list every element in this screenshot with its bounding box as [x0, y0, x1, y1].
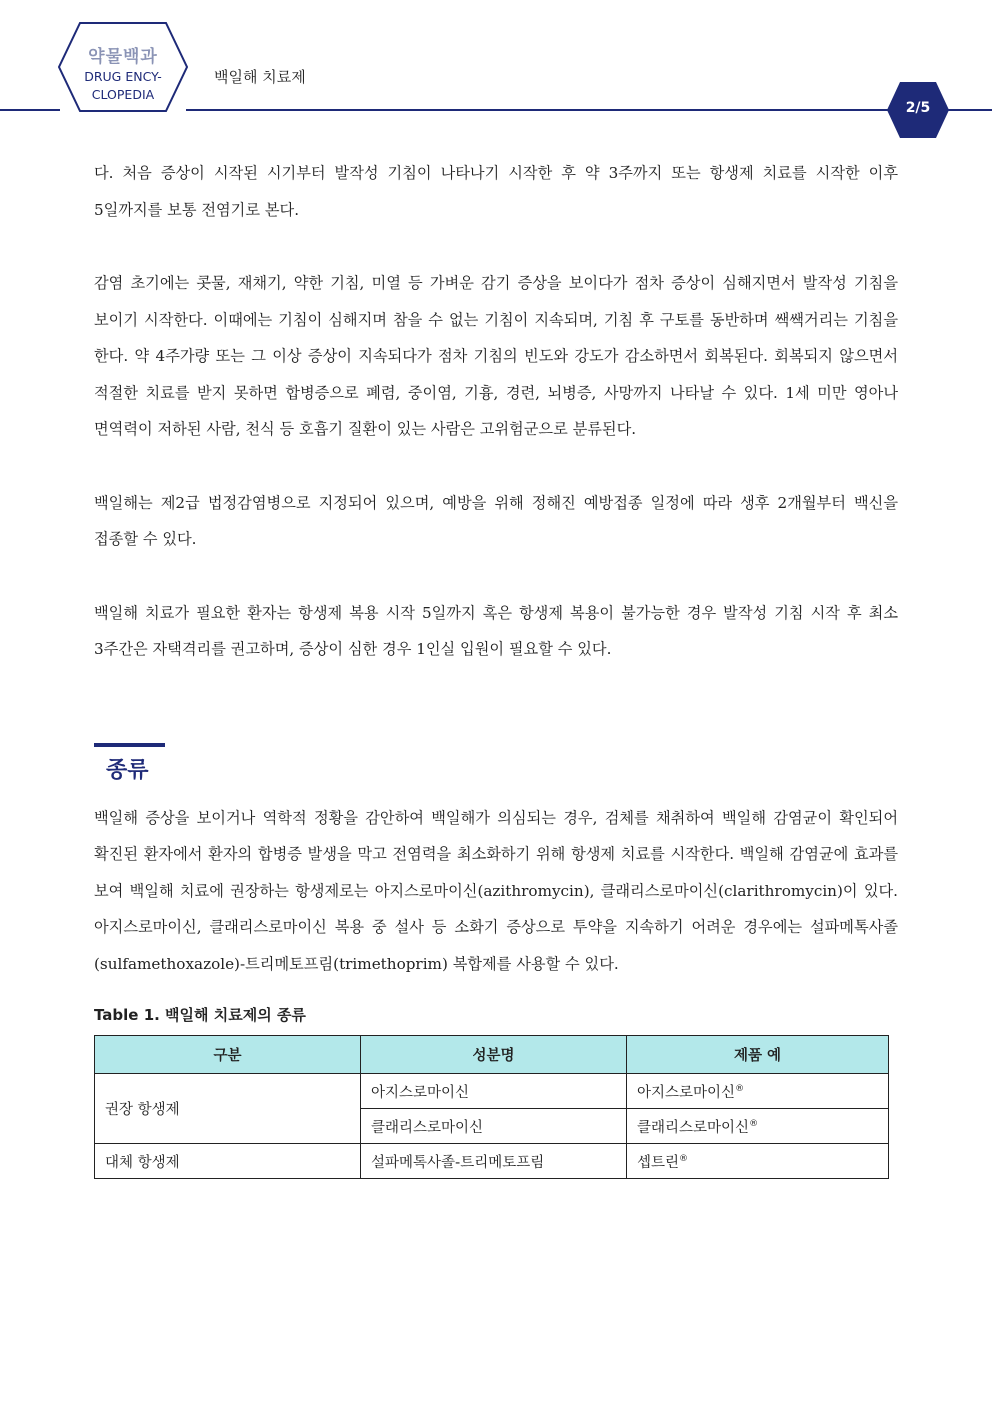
product-cell: 셉트린® — [627, 1144, 889, 1179]
paragraph: 감염 초기에는 콧물, 재채기, 약한 기침, 미열 등 가벼운 감기 증상을 보이다가 점차 증상이 심해지면서 발작성 기침을 보이기 시작한다. 이때에는 기침이 심해지며 참을 수 없는 기침이 지속되며, 기침 후 구토를 동반하며 쌕쌕거리는 기침을 한다. 약 4주가량 또는 그 이상 증상이 지속되다가 점차 기침의 빈도와 강도가 감소하면서 회복된다. 회복되지 않으면서 적절한 치료를 받지 못하면 합병증으로 폐렴, 중이염, 기흉, 경련, 뇌병증, 사망까지 나타날 수 있다. 1세 미만 영아나 면역력이 저하된 사람, 천식 등 호흡기 질환이 있는 사람은 고위험군으로 분류된다. — [94, 274, 898, 438]
header-product: 제품 예 — [627, 1036, 889, 1074]
page-number: 2/5 — [905, 100, 931, 116]
table-header-row — [95, 1036, 889, 1074]
category-cell: 권장 항생제 — [95, 1074, 361, 1144]
table-caption: Table 1. 백일해 치료제의 종류 — [94, 1006, 306, 1024]
paragraph: 백일해 치료가 필요한 환자는 항생제 복용 시작 5일까지 혹은 항생제 복용이 불가능한 경우 발작성 기침 시작 후 최소 3주간은 자택격리를 권고하며, 증상이 심한 경우 1인실 입원이 필요할 수 있다. — [94, 603, 898, 658]
table-row — [95, 1144, 889, 1179]
category-cell: 대체 항생제 — [95, 1144, 361, 1179]
registered-mark: ® — [735, 1083, 745, 1094]
header-rule — [0, 0, 992, 140]
ingredient-cell: 설파메톡사졸-트리메토프림 — [361, 1144, 627, 1179]
table-row — [95, 1074, 889, 1109]
logo-korean-text: 약물백과 — [88, 47, 158, 67]
section-paragraph: 백일해 증상을 보이거나 역학적 정황을 감안하여 백일해가 의심되는 경우, 검체를 채취하여 백일해 감염균이 확인되어 확진된 환자에서 환자의 합병증 발생을 막고 전염력을 최소화하기 위해 항생제 치료를 시작한다. 백일해 감염균에 효과를 보여 백일해 치료에 권장하는 항생제로는 아지스로마이신(azithromycin), 클래리스로마이신(clarithromycin)이 있다. 아지스로마이신, 클래리스로마이신 복용 중 설사 등 소화기 증상으로 투약을 지속하기 어려운 경우에는 설파메톡사졸(sulfamethoxazole)-트리메토프림(trimethoprim) 복합제를 사용할 수 있다. — [94, 808, 898, 973]
main-content — [94, 155, 898, 1179]
header-category: 구분 — [95, 1036, 361, 1074]
logo-english-text: DRUG ENCY- CLOPEDIA — [84, 69, 162, 102]
section-accent-bar — [94, 743, 165, 747]
page-header — [0, 0, 992, 140]
document-title: 백일해 치료제 — [214, 68, 306, 86]
product-cell: 아지스로마이신® — [627, 1074, 889, 1109]
ingredient-cell: 클래리스로마이신 — [361, 1109, 627, 1144]
paragraph: 다. 처음 증상이 시작된 시기부터 발작성 기침이 나타나기 시작한 후 약 3주까지 또는 항생제 치료를 시작한 이후 5일까지를 보통 전염기로 본다. — [94, 164, 898, 219]
ingredient-cell: 아지스로마이신 — [361, 1074, 627, 1109]
registered-mark: ® — [749, 1118, 759, 1129]
treatment-table — [94, 1035, 889, 1179]
paragraph: 백일해는 제2급 법정감염병으로 지정되어 있으며, 예방을 위해 정해진 예방접종 일정에 따라 생후 2개월부터 백신을 접종할 수 있다. — [94, 493, 898, 548]
registered-mark: ® — [679, 1153, 689, 1164]
product-cell: 클래리스로마이신® — [627, 1109, 889, 1144]
section-types — [94, 743, 898, 983]
section-title: 종류 — [106, 757, 149, 783]
header-ingredient: 성분명 — [361, 1036, 627, 1074]
